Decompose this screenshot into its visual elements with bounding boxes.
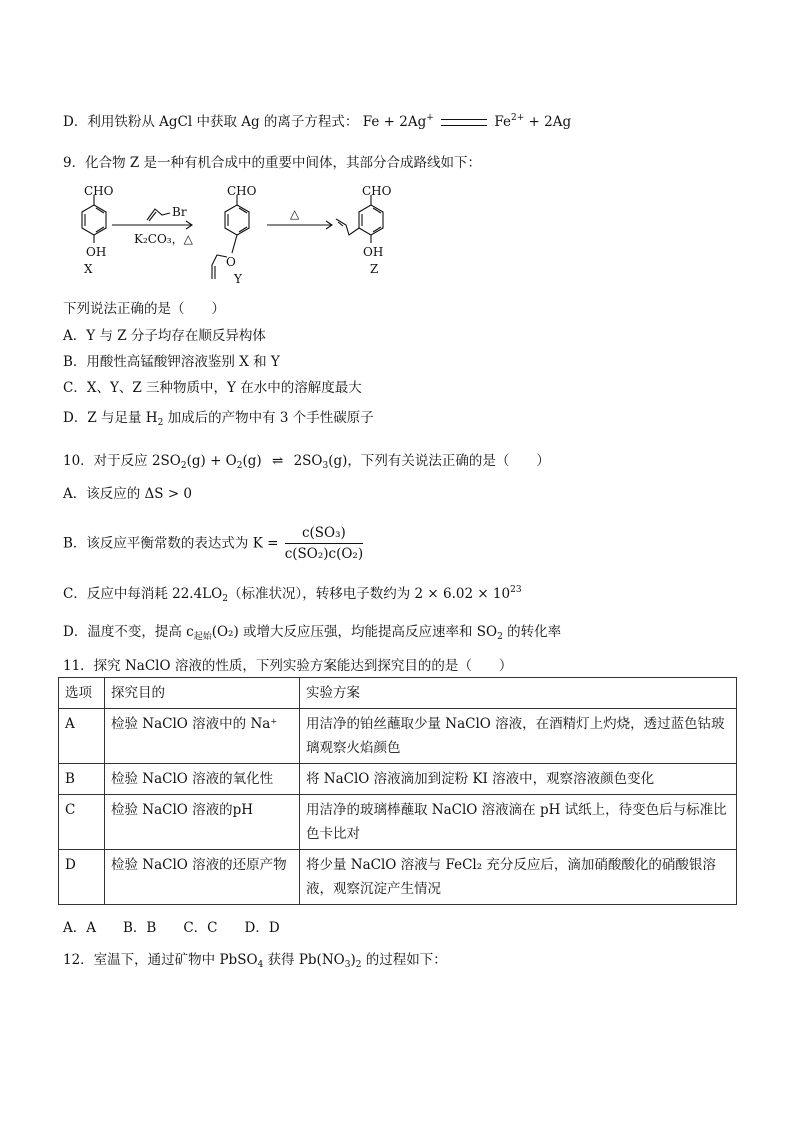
equilibrium-constant-fraction: $\frac{\text{c(SO₃)}}{\text{c(SO₂)c(O₂)}}$ <box>284 525 364 562</box>
q9-option-d: D．Z 与足量 $H_2$ 加成后的产物中有 3 个手性碳原子 <box>63 410 374 428</box>
reagent-br-label: Br <box>172 205 187 219</box>
table-row: B 检验 NaClO 溶液的氧化性 将 NaClO 溶液滴加到淀粉 KI 溶液中，观察溶液颜色变化 <box>59 764 737 795</box>
x-compound-label: X <box>84 262 93 276</box>
q9-prompt: 下列说法正确的是（ ） <box>63 301 225 317</box>
q10-option-a: A．该反应的 ΔS > 0 <box>63 486 193 502</box>
q9-option-b: B．用酸性高锰酸钾溶液鉴别 X 和 Y <box>63 354 280 370</box>
q8-equation: Fe + 2Ag+ $Fe^{2+} + 2Ag$ <box>362 113 572 130</box>
q11-answer-choices: A．A B．B C．C D．D <box>63 920 280 936</box>
condition-1-label: K₂CO₃，△ <box>134 232 193 246</box>
q10-stem: 10．对于反应 $2SO_2(g) + O_2(g)$ ⇌ $2SO_3(g)$，下列有关说法正确的是（ ） <box>63 453 550 471</box>
y-o-label: O <box>226 255 236 269</box>
condition-2-label: △ <box>290 207 300 221</box>
q9-stem: 9．化合物 Z 是一种有机合成中的重要中间体，其部分合成路线如下： <box>63 155 482 171</box>
z-cho-label: CHO <box>362 184 392 198</box>
table-row: C 检验 NaClO 溶液的pH 用洁净的玻璃棒蘸取 NaClO 溶液滴在 pH 试纸上，待变色后与标准比色卡比对 <box>59 795 737 850</box>
q9-option-c: C．X、Y、Z 三种物质中，Y 在水中的溶解度最大 <box>63 380 362 396</box>
q11-stem: 11．探究 NaClO 溶液的性质，下列实验方案能达到探究目的的是（ ） <box>63 658 513 674</box>
table-row: D 检验 NaClO 溶液的还原产物 将少量 NaClO 溶液与 FeCl₂ 充分反应后，滴加硝酸酸化的硝酸银溶液，观察沉淀产生情况 <box>59 850 737 905</box>
y-cho-label: CHO <box>227 184 257 198</box>
x-cho-label: CHO <box>84 184 114 198</box>
z-compound-label: Z <box>370 262 379 276</box>
equals-sign-double-line <box>441 119 487 126</box>
table-header-row: 选项 探究目的 实验方案 <box>59 678 737 709</box>
q10-option-d: D．温度不变，提高 $c_{起始}(O_2)$ 或增大反应压强，均能提高反应速率和 $SO_2$ 的转化率 <box>63 624 562 642</box>
q8-option-d-text: D．利用铁粉从 AgCl 中获取 Ag 的离子方程式： <box>63 114 359 130</box>
table-row: A 检验 NaClO 溶液中的 Na⁺ 用洁净的铂丝蘸取少量 NaClO 溶液，在酒精灯上灼烧，透过蓝色钴玻璃观察火焰颜色 <box>59 709 737 764</box>
z-oh-label: OH <box>363 245 384 259</box>
q11-table <box>58 677 737 905</box>
q9-option-a: A．Y 与 Z 分子均存在顺反异构体 <box>63 328 266 344</box>
q10-option-b: B．该反应平衡常数的表达式为 K = $\frac{\text{c(SO₃)}}{\text{c(SO₂)c(O₂)}}$ <box>63 525 364 562</box>
x-oh-label: OH <box>86 245 107 259</box>
q8-option-d <box>63 109 571 131</box>
y-compound-label: Y <box>234 272 242 286</box>
q12-stem: 12．室温下，通过矿物中 PbSO$_4$ 获得 $Pb(NO_3)_2$ 的过程如下： <box>63 952 447 970</box>
q9-synthesis-scheme <box>62 185 402 295</box>
equilibrium-arrow-icon: ⇌ <box>271 453 284 469</box>
q10-option-c: C．反应中每消耗 $22.4LO_2$（标准状况），转移电子数约为 $2 \times 6.02 \times 10^{23}$ <box>63 585 522 604</box>
